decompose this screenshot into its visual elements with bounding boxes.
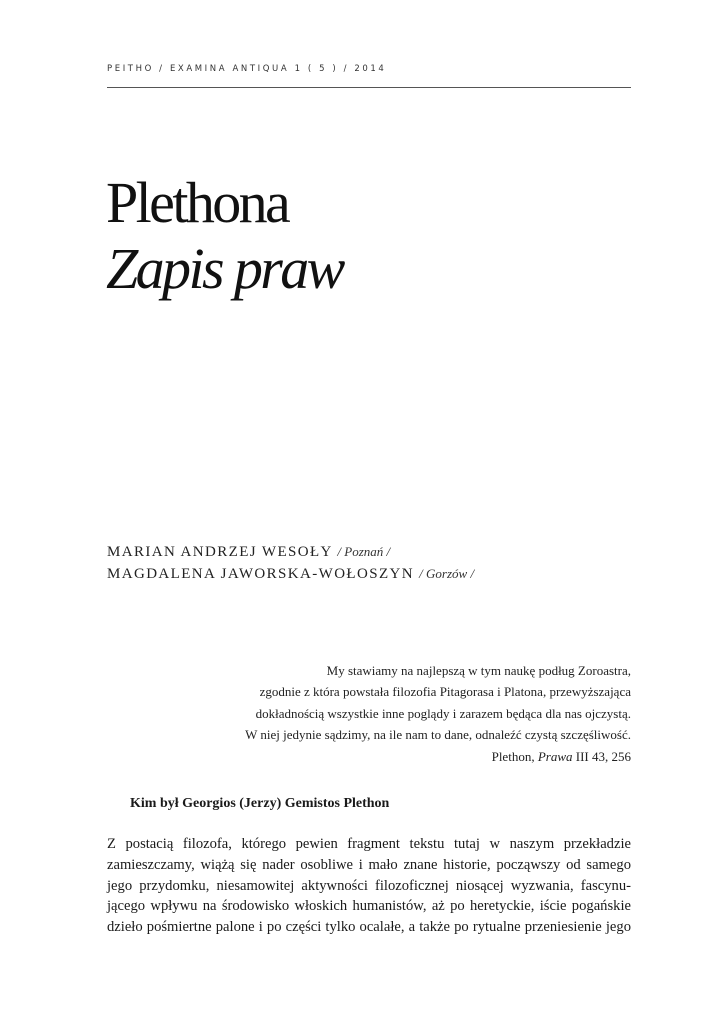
title-main: Plethona <box>106 170 289 235</box>
epigraph <box>201 660 631 767</box>
epigraph-source-author: Plethon, <box>491 748 538 764</box>
body-paragraph <box>107 834 631 938</box>
author-affiliation: / Poznań / <box>337 544 391 559</box>
body-line: zamieszczamy, wiążą się nader osobliwe i mało znane historie, począwszy od samego <box>107 856 631 873</box>
author-list <box>107 541 474 585</box>
author-name: MARIAN ANDRZEJ WESOŁY <box>107 544 333 560</box>
body-line: jego przydomku, niesamowitej aktywności filozoficznej niosącej wyzwania, fascynu- <box>107 877 631 894</box>
body-line: jącego wpływu na środowisko włoskich humanistów, aż po heretyckie, iście pogańskie <box>107 898 631 915</box>
section-heading: Kim był Georgios (Jerzy) Gemistos Plethon <box>130 796 390 811</box>
epigraph-source-work: Prawa <box>537 748 573 764</box>
epigraph-line: dokładnością wszystkie inne poglądy i zarazem będąca dla nas ojczystą. <box>255 705 631 721</box>
author-1 <box>107 541 474 563</box>
title-subtitle: Zapis praw <box>106 236 343 301</box>
author-affiliation: / Gorzów / <box>419 566 475 581</box>
article-title <box>106 170 343 302</box>
epigraph-line: W niej jedynie sądzimy, na ile nam to dane, odnaleźć czystą szczęśliwość. <box>245 727 631 743</box>
epigraph-line: zgodnie z która powstała filozofia Pitagorasa i Platona, przewyższająca <box>259 684 631 700</box>
body-line: dzieło pośmiertne palone i po części tylko ocalałe, a także po rytualne przeniesienie jego <box>107 919 631 936</box>
epigraph-line: My stawiamy na najlepszą w tym naukę podług Zoroastra, <box>326 663 631 678</box>
header-rule <box>107 87 631 88</box>
author-name: MAGDALENA JAWORSKA-WOŁOSZYN <box>107 566 415 582</box>
body-line: Z postacią filozofa, którego pewien fragment tekstu tutaj w naszym przekładzie <box>107 836 631 852</box>
epigraph-source <box>201 746 631 767</box>
author-2 <box>107 563 474 585</box>
epigraph-source-ref: III 43, 256 <box>572 748 631 764</box>
running-header: PEITHO / EXAMINA ANTIQUA 1 ( 5 ) / 2014 <box>107 64 387 74</box>
